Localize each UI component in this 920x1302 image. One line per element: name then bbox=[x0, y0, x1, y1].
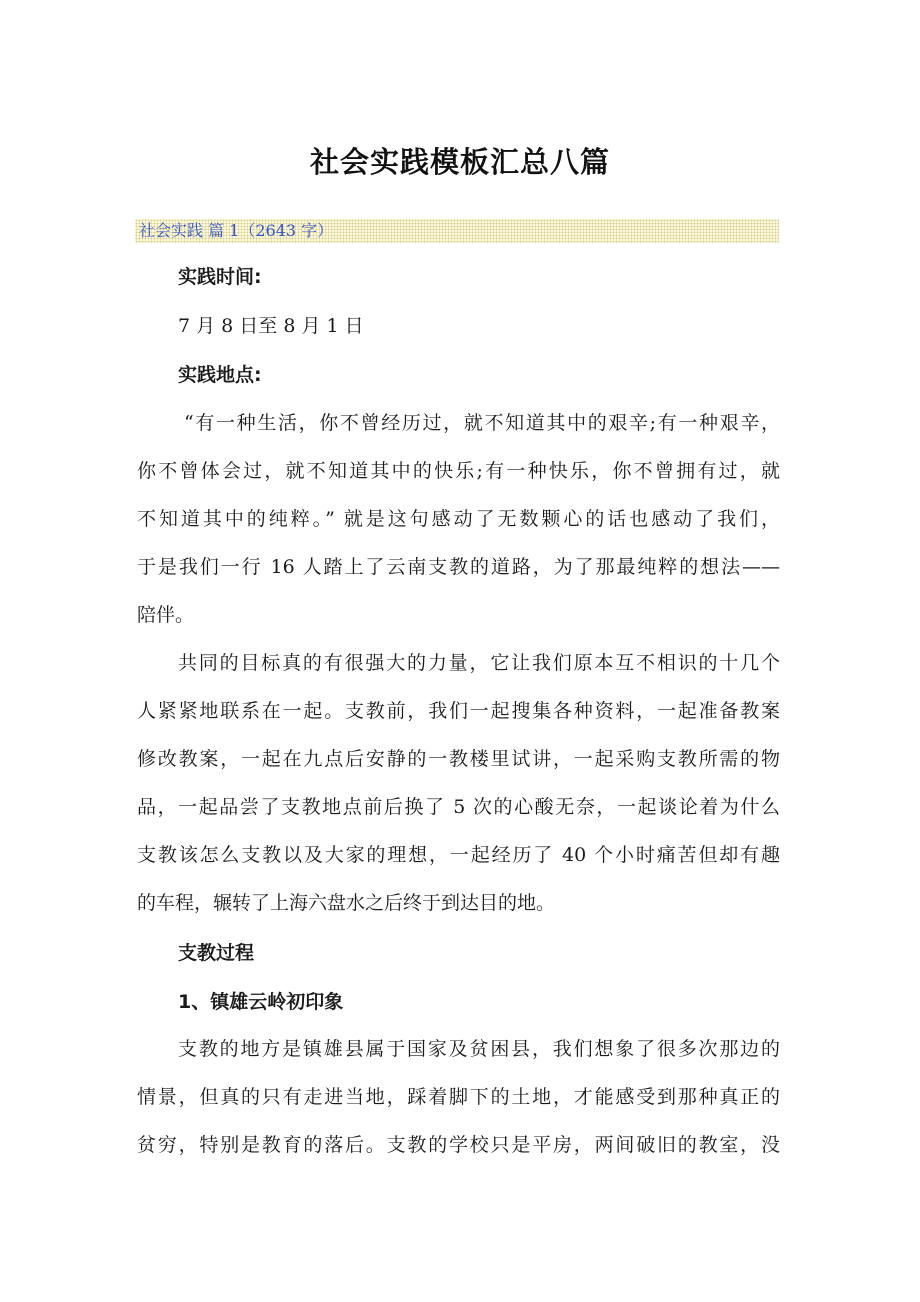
paragraph-line: 修改教案，一起在九点后安静的一教楼里试讲，一起采购支教所需的物 bbox=[137, 748, 780, 770]
practice-time-value: 7 月 8 日至 8 月 1 日 bbox=[178, 315, 364, 337]
process-heading: 支教过程 bbox=[178, 942, 255, 964]
paragraph-line: 的车程，辗转了上海六盘水之后终于到达目的地。 bbox=[137, 892, 556, 914]
sub-heading: 1、镇雄云岭初印象 bbox=[178, 991, 344, 1013]
paragraph-line: 人紧紧地联系在一起。支教前，我们一起搜集各种资料，一起准备教案 bbox=[137, 700, 780, 722]
paragraph-line: 不知道其中的纯粹。” 就是这句感动了无数颗心的话也感动了我们， bbox=[137, 508, 780, 530]
paragraph-line: 品，一起品尝了支教地点前后换了 5 次的心酸无奈，一起谈论着为什么 bbox=[137, 796, 780, 818]
paragraph-line: 陪伴。 bbox=[137, 604, 195, 626]
practice-place-heading: 实践地点: bbox=[178, 364, 262, 386]
paragraph-line: 你不曾体会过，就不知道其中的快乐;有一种快乐，你不曾拥有过，就 bbox=[137, 460, 780, 482]
section-label-link[interactable]: 社会实践 篇 1（2643 字） bbox=[135, 219, 779, 243]
practice-time-heading: 实践时间: bbox=[178, 266, 262, 288]
paragraph-line: 情景，但真的只有走进当地，踩着脚下的土地，才能感受到那种真正的 bbox=[137, 1086, 780, 1108]
paragraph-line: 支教该怎么支教以及大家的理想，一起经历了 40 个小时痛苦但却有趣 bbox=[137, 844, 780, 866]
paragraph-line: 共同的目标真的有很强大的力量，它让我们原本互不相识的十几个 bbox=[178, 652, 780, 674]
document-title: 社会实践模板汇总八篇 bbox=[309, 145, 610, 179]
paragraph-line: 于是我们一行 16 人踏上了云南支教的道路，为了那最纯粹的想法—— bbox=[137, 556, 780, 578]
paragraph-line: 支教的地方是镇雄县属于国家及贫困县，我们想象了很多次那边的 bbox=[178, 1038, 780, 1060]
paragraph-line: “有一种生活，你不曾经历过，就不知道其中的艰辛;有一种艰辛， bbox=[184, 412, 780, 434]
paragraph-line: 贫穷，特别是教育的落后。支教的学校只是平房，两间破旧的教室，没 bbox=[137, 1134, 780, 1156]
